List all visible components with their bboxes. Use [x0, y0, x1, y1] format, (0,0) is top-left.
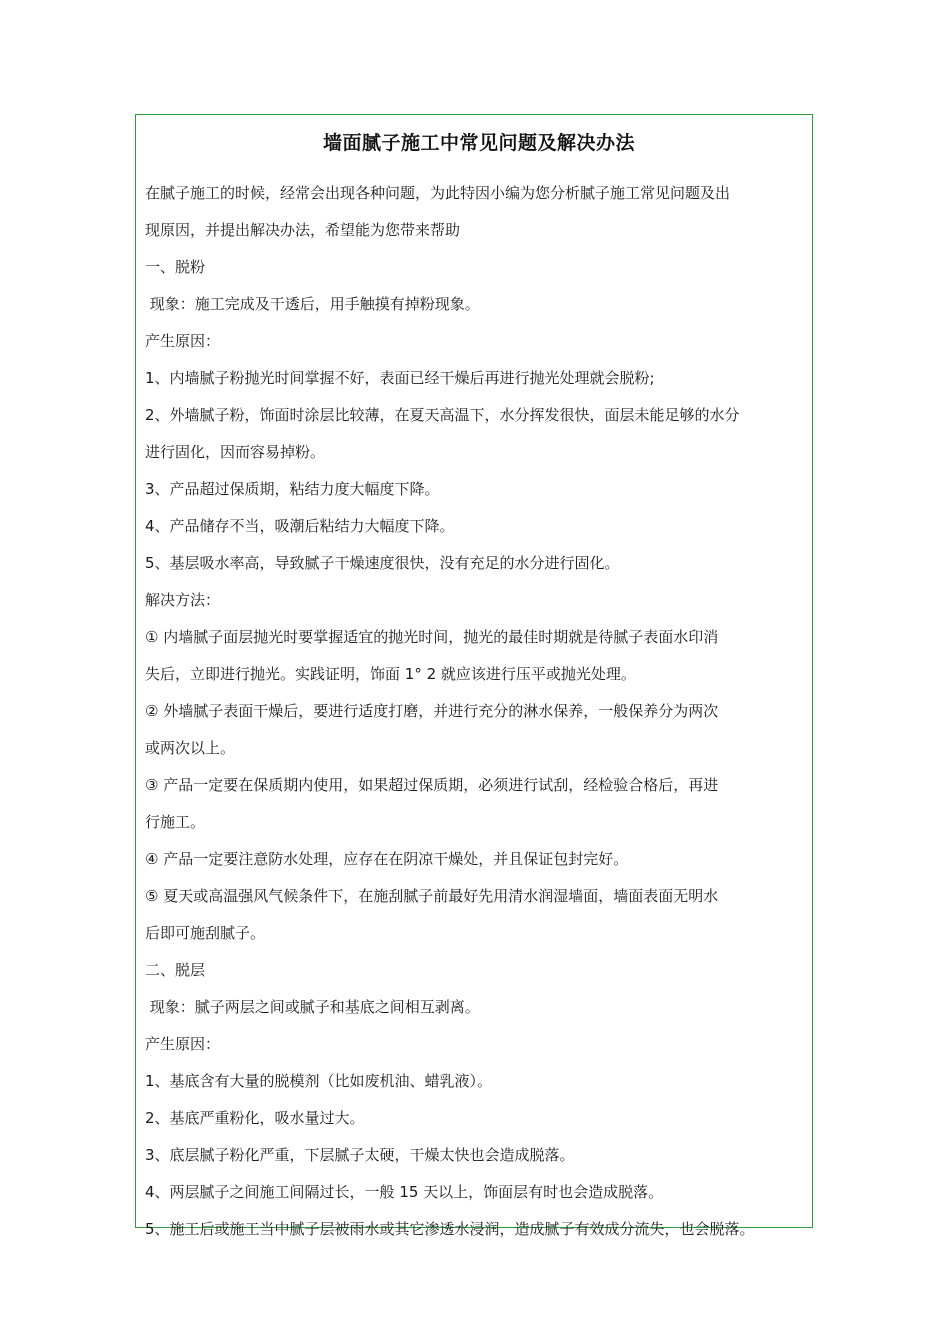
- cause-1-3: 3、产品超过保质期，粘结力度大幅度下降。: [145, 480, 440, 498]
- solutions-heading: 解决方法：: [145, 591, 221, 609]
- solution-5b: 后即可施刮腻子。: [145, 924, 266, 942]
- intro-line-2: 现原因，并提出解决办法，希望能为您带来帮助: [145, 221, 461, 239]
- solution-4: ④ 产品一定要注意防水处理，应存在在阴凉干燥处，并且保证包封完好。: [145, 850, 629, 868]
- document-title: 墙面腻子施工中常见问题及解决办法: [322, 132, 635, 154]
- cause-1-5: 5、基层吸水率高，导致腻子干燥速度很快，没有充足的水分进行固化。: [145, 554, 620, 572]
- cause-2-3: 3、底层腻子粉化严重，下层腻子太硬，干燥太快也会造成脱落。: [145, 1146, 575, 1164]
- document-frame: [135, 114, 813, 1238]
- section-heading-1: 一、脱粉: [145, 258, 206, 276]
- section-heading-2: 二、脱层: [145, 961, 206, 979]
- cause-1-4: 4、产品储存不当，吸潮后粘结力大幅度下降。: [145, 517, 455, 535]
- causes-heading-2: 产生原因：: [145, 1035, 221, 1053]
- solution-5a: ⑤ 夏天或高温强风气候条件下，在施刮腻子前最好先用清水润湿墙面，墙面表面无明水: [145, 887, 719, 905]
- causes-heading-1: 产生原因：: [145, 332, 221, 350]
- phenomenon-1: 现象：施工完成及干透后，用手触摸有掉粉现象。: [145, 295, 480, 313]
- cause-2-2: 2、基底严重粉化，吸水量过大。: [145, 1109, 365, 1127]
- solution-1b: 失后，立即进行抛光。实践证明，饰面 1° 2 就应该进行压平或抛光处理。: [145, 665, 636, 683]
- document-content: [145, 115, 813, 1248]
- cause-2-1: 1、基底含有大量的脱模剂（比如废机油、蜡乳液）。: [145, 1072, 493, 1090]
- cause-2-4: 4、两层腻子之间施工间隔过长，一般 15 天以上，饰面层有时也会造成脱落。: [145, 1183, 664, 1201]
- cause-1-1: 1、内墙腻子粉抛光时间掌握不好，表面已经干燥后再进行抛光处理就会脱粉;: [145, 369, 655, 387]
- cause-1-2a: 2、外墙腻子粉，饰面时涂层比较薄，在夏天高温下，水分挥发很快，面层未能足够的水分: [145, 406, 740, 424]
- solution-2b: 或两次以上。: [145, 739, 236, 757]
- solution-3a: ③ 产品一定要在保质期内使用，如果超过保质期，必须进行试刮，经检验合格后，再进: [145, 776, 719, 794]
- solution-2a: ② 外墙腻子表面干燥后，要进行适度打磨，并进行充分的淋水保养，一般保养分为两次: [145, 702, 719, 720]
- solution-3b: 行施工。: [145, 813, 206, 831]
- phenomenon-2: 现象：腻子两层之间或腻子和基底之间相互剥离。: [145, 998, 480, 1016]
- solution-1a: ① 内墙腻子面层抛光时要掌握适宜的抛光时间，抛光的最佳时期就是待腻子表面水印消: [145, 628, 719, 646]
- cause-2-5: 5、施工后或施工当中腻子层被雨水或其它渗透水浸润，造成腻子有效成分流失，也会脱落。: [145, 1220, 755, 1238]
- cause-1-2b: 进行固化，因而容易掉粉。: [145, 443, 326, 461]
- intro-line-1: 在腻子施工的时候，经常会出现各种问题，为此特因小编为您分析腻子施工常见问题及出: [145, 184, 731, 202]
